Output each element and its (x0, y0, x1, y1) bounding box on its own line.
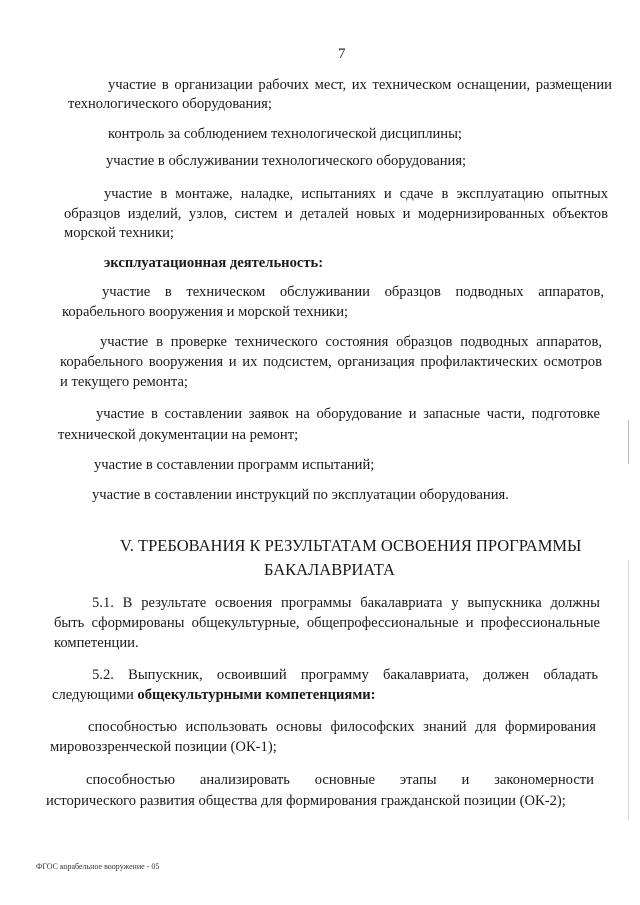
text-line: способностью использовать основы философских знаний для формирования (88, 719, 596, 735)
text-line: и текущего ремонта; (60, 374, 188, 390)
text-line: участие в организации рабочих мест, их техническом оснащении, размещении (108, 77, 612, 93)
text-line: участие в составлении инструкций по эксплуатации оборудования. (92, 487, 509, 503)
text-line (52, 686, 376, 704)
text-line: участие в проверке технического состояния образцов подводных аппаратов, (100, 334, 602, 350)
text-line: участие в обслуживании технологического оборудования; (106, 153, 467, 169)
text-line: контроль за соблюдением технологической дисциплины; (108, 126, 462, 142)
text-line: участие в монтаже, наладке, испытаниях и сдаче в эксплуатацию опытных (104, 186, 608, 202)
scan-edge-mark (628, 560, 629, 820)
text-line: исторического развития общества для формирования гражданской позиции (ОК-2); (46, 793, 566, 809)
text-line: образцов изделий, узлов, систем и деталей новых и модернизированных объектов (64, 206, 608, 222)
text-line: технологического оборудования; (68, 96, 272, 112)
text-line: участие в составлении программ испытаний; (94, 457, 375, 473)
bold-term: общекультурными компетенциями: (137, 687, 376, 703)
footer-text: ФГОС корабельное вооружение - 05 (36, 862, 160, 871)
text-span: следующими (52, 687, 138, 703)
text-line: морской техники; (64, 225, 174, 241)
section-heading: V. ТРЕБОВАНИЯ К РЕЗУЛЬТАТАМ ОСВОЕНИЯ ПРОГРАММЫ (120, 536, 582, 555)
text-line: 5.2. Выпускник, освоивший программу бакалавриата, должен обладать (92, 667, 598, 683)
text-line: быть сформированы общекультурные, общепрофессиональные и профессиональные (54, 615, 600, 631)
text-line: технической документации на ремонт; (58, 427, 299, 443)
page-number: 7 (338, 46, 346, 62)
text-line: участие в составлении заявок на оборудование и запасные части, подготовке (96, 406, 600, 422)
text-line: способностью анализировать основные этапы и закономерности (86, 772, 594, 788)
text-line: 5.1. В результате освоения программы бакалавриата у выпускника должны (92, 595, 600, 611)
text-line: мировоззренческой позиции (ОК-1); (50, 739, 277, 755)
scan-edge-mark (628, 420, 629, 464)
section-heading: БАКАЛАВРИАТА (264, 560, 395, 579)
text-line: участие в техническом обслуживании образцов подводных аппаратов, (102, 284, 604, 300)
section-subheading: эксплуатационная деятельность: (104, 255, 324, 271)
text-line: корабельного вооружения и их подсистем, организация профилактических осмотров (60, 354, 602, 370)
text-line: компетенции. (54, 635, 139, 651)
text-line: корабельного вооружения и морской техники; (62, 304, 349, 320)
